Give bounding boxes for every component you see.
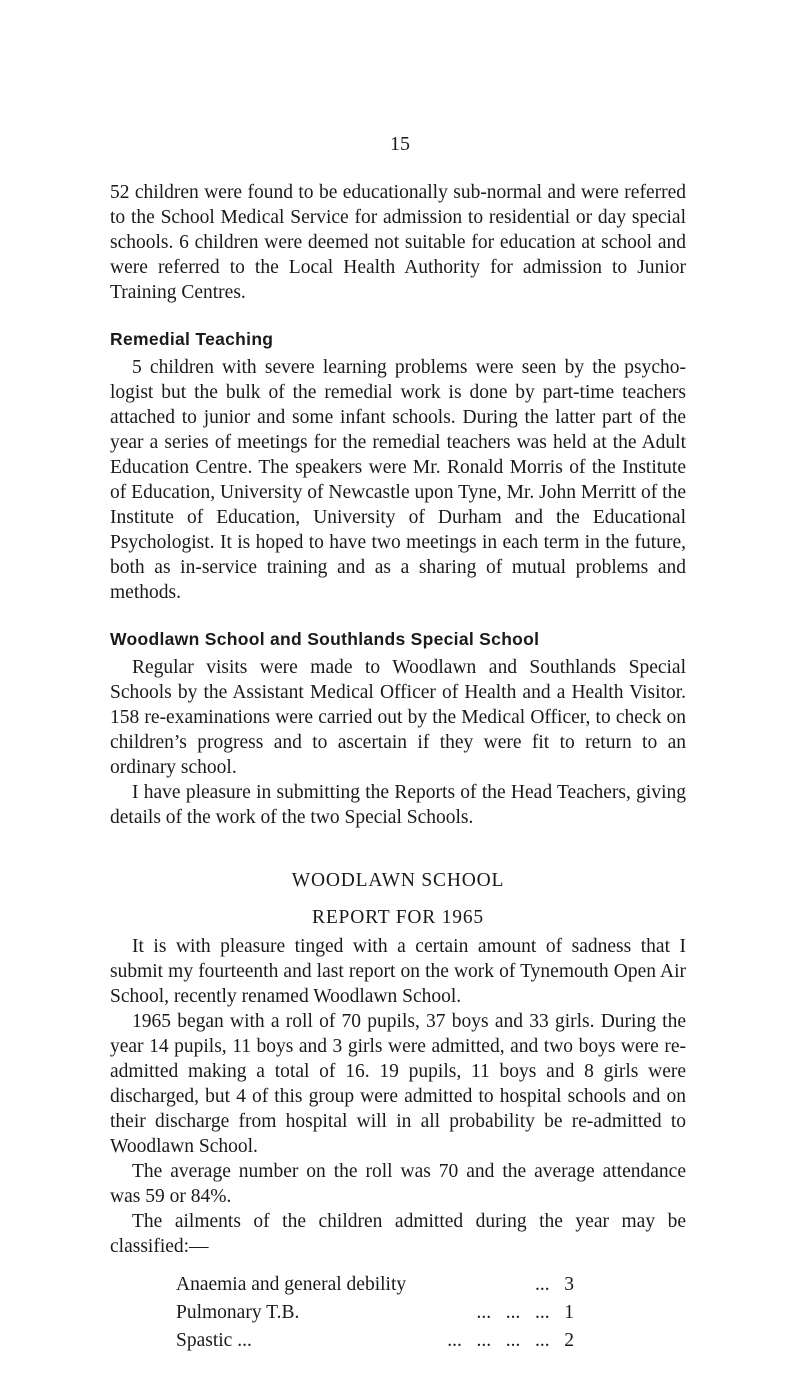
- special-schools-paragraph: I have pleasure in submitting the Reports of the Head Teachers, giving details of the work of the two Special Schools.: [110, 782, 686, 828]
- ailment-label: Spastic ...: [176, 1330, 252, 1351]
- ailment-count: 2: [564, 1330, 574, 1351]
- ailment-row: [176, 1327, 574, 1355]
- ailment-count: 3: [564, 1274, 574, 1295]
- report-paragraph: 1965 began with a roll of 70 pupils, 37 boys and 33 girls. During the year 14 pupils, 11 boys and 3 girls were admitted, and two boys were re-admitted making a total of 16. 19 pupils, 11 boys and 8 girls were discharged, but 4 of this group were admitted to hospital schools and on their discharge from hospital will in all probability be re-admitted to Woodlawn School.: [110, 1011, 686, 1157]
- ailment-value: [447, 1327, 574, 1355]
- report-title: WOODLAWN SCHOOL: [291, 870, 505, 891]
- page-number: 15: [390, 133, 410, 155]
- remedial-teaching-paragraph: 5 children with severe learning problems were seen by the psycho-logist but the bulk of the remedial work is done by part-time teachers attached to junior and some infant schools. During the latter part of the year a series of meetings for the remedial teachers was held at the Adult Education Centre. The speakers were Mr. Ronald Morris of the Institute of Education, University of Newcastle upon Tyne, Mr. John Merritt of the Institute of Education, University of Durham and the Educational Psychologist. It is hoped to have two meetings in each term in the future, both as in-service training and as a sharing of mutual problems and methods.: [110, 357, 686, 603]
- special-schools-heading: Woodlawn School and Southlands Special School: [110, 629, 540, 649]
- ailment-value: [477, 1299, 575, 1327]
- report-paragraph: The average number on the roll was 70 and the average attendance was 59 or 84%.: [110, 1161, 686, 1207]
- ailment-row: [176, 1271, 574, 1299]
- ailment-leader: ...: [535, 1274, 550, 1295]
- page-body: [110, 180, 686, 1355]
- report-subtitle: REPORT FOR 1965: [312, 907, 484, 928]
- report-paragraph: The ailments of the children admitted during the year may be classified:—: [110, 1211, 686, 1257]
- remedial-teaching-heading: Remedial Teaching: [110, 329, 274, 349]
- ailment-count: 1: [564, 1302, 574, 1323]
- intro-paragraph: 52 children were found to be educationally sub-normal and were referred to the School Medical Service for admission to residential or day special schools. 6 children were deemed not suitable for education at school and were referred to the Local Health Authority for admission to Junior Training Centres.: [110, 182, 686, 303]
- ailments-list: [176, 1271, 574, 1355]
- ailment-value: [535, 1271, 574, 1299]
- ailment-leader: ... ... ...: [476, 1302, 550, 1323]
- special-schools-paragraph: Regular visits were made to Woodlawn and Southlands Special Schools by the Assistant Medical Officer of Health and a Health Visitor. 158 re-examinations were carried out by the Medical Officer, to check on children’s progress and to ascertain if they were fit to return to an ordinary school.: [110, 657, 686, 778]
- ailment-label: Pulmonary T.B.: [176, 1302, 300, 1323]
- ailment-leader: ... ... ... ...: [447, 1330, 550, 1351]
- ailment-row: [176, 1299, 574, 1327]
- ailment-label: Anaemia and general debility: [176, 1274, 407, 1295]
- report-paragraph: It is with pleasure tinged with a certain amount of sadness that I submit my fourteenth and last report on the work of Tynemouth Open Air School, recently renamed Woodlawn School.: [110, 936, 686, 1007]
